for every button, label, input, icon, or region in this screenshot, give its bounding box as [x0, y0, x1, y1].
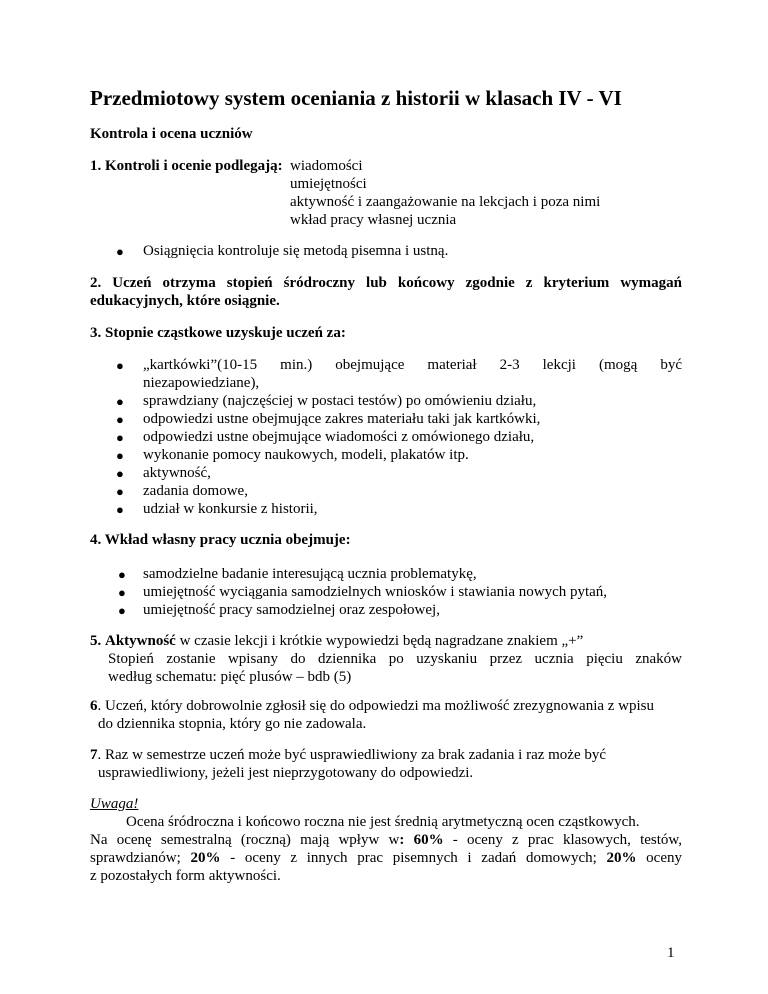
section-5-line	[90, 632, 583, 650]
note-line	[90, 831, 682, 849]
section-6-line: do dziennika stopnia, który go nie zadowala.	[98, 716, 367, 732]
note-text: - oceny z prac klasowych, testów,	[443, 832, 683, 848]
section-4-item: umiejętność wyciągania samodzielnych wniosków i stawiania nowych pytań,	[143, 584, 608, 600]
section-1-bullet: Osiągnięcia kontroluje się metodą pisemna i ustną.	[143, 243, 449, 259]
bullet-icon: ●	[118, 585, 126, 600]
bullet-icon: ●	[116, 448, 124, 463]
section-4-item: samodzielne badanie interesującą ucznia problematykę,	[143, 566, 477, 582]
note-text: sprawdzianów;	[90, 850, 191, 866]
bullet-icon: ●	[116, 466, 124, 481]
section-1-item: wkład pracy własnej ucznia	[290, 212, 457, 228]
note-line: z pozostałych form aktywności.	[90, 868, 281, 884]
section-3-item: aktywność,	[143, 465, 211, 481]
note-percent: 20%	[190, 850, 221, 866]
note-line	[90, 849, 682, 867]
section-7-number: 7	[90, 747, 98, 763]
bullet-icon: ●	[116, 430, 124, 445]
section-6-line	[90, 697, 654, 715]
section-1-heading: 1. Kontroli i ocenie podlegają:	[90, 158, 283, 174]
section-3-item: sprawdziany (najczęściej w postaci testów) po omówieniu działu,	[143, 393, 537, 409]
section-3-item: zadania domowe,	[143, 483, 248, 499]
note-percent: 20%	[606, 850, 637, 866]
section-7-line	[90, 746, 606, 764]
section-3-item: udział w konkursie z historii,	[143, 501, 318, 517]
section-3-item: wykonanie pomocy naukowych, modeli, plakatów itp.	[143, 447, 469, 463]
bullet-icon: ●	[118, 567, 126, 582]
section-1-item: aktywność i zaangażowanie na lekcjach i poza nimi	[290, 194, 601, 210]
note-line: Ocena śródroczna i końcowo roczna nie jest średnią arytmetyczną ocen cząstkowych.	[126, 814, 640, 830]
section-5-number: 5.	[90, 633, 102, 649]
section-2-line: edukacyjnych, które osiągnie.	[90, 293, 280, 309]
note-text: - oceny z innych prac pisemnych i zadań domowych;	[220, 850, 607, 866]
note-text: Na ocenę semestralną (roczną) mają wpływ w	[90, 832, 400, 848]
note-label: Uwaga!	[90, 796, 139, 812]
section-6-number: 6	[90, 698, 98, 714]
section-2-line: 2. Uczeń otrzyma stopień śródroczny lub końcowy zgodnie z kryterium wymagań	[90, 275, 682, 291]
section-5-text: w czasie lekcji i krótkie wypowiedzi będą nagradzane znakiem „+”	[175, 633, 584, 649]
bullet-icon: ●	[116, 358, 124, 373]
subtitle: Kontrola i ocena uczniów	[90, 126, 253, 142]
bullet-icon: ●	[116, 502, 124, 517]
section-4-heading: 4. Wkład własny pracy ucznia obejmuje:	[90, 532, 351, 548]
page-number: 1	[667, 945, 675, 961]
bullet-icon: ●	[116, 412, 124, 427]
bullet-icon: ●	[116, 244, 124, 259]
section-3-item: odpowiedzi ustne obejmujące wiadomości z omówionego działu,	[143, 429, 535, 445]
section-5-line: Stopień zostanie wpisany do dziennika po uzyskaniu przez ucznia pięciu znaków	[108, 651, 682, 667]
section-3-item: niezapowiedziane),	[143, 375, 260, 391]
section-3-item: „kartkówki”(10-15 min.) obejmujące materiał 2-3 lekcji (mogą być	[143, 357, 682, 373]
note-percent: : 60%	[399, 832, 444, 848]
note-text: oceny	[636, 850, 682, 866]
section-6-text: . Uczeń, który dobrowolnie zgłosił się do odpowiedzi ma możliwość zrezygnowania z wpisu	[97, 698, 655, 714]
section-3-heading: 3. Stopnie cząstkowe uzyskuje uczeń za:	[90, 325, 346, 341]
section-4-item: umiejętność pracy samodzielnej oraz zespołowej,	[143, 602, 440, 618]
bullet-icon: ●	[116, 394, 124, 409]
section-1-item: wiadomości	[290, 158, 363, 174]
section-5-line: według schematu: pięć plusów – bdb (5)	[108, 669, 352, 685]
section-7-line: usprawiedliwiony, jeżeli jest nieprzygotowany do odpowiedzi.	[98, 765, 474, 781]
section-5-bold: Aktywność	[105, 633, 176, 649]
bullet-icon: ●	[118, 603, 126, 618]
section-1-item: umiejętności	[290, 176, 367, 192]
section-7-text: . Raz w semestrze uczeń może być usprawiedliwiony za brak zadania i raz może być	[97, 747, 607, 763]
bullet-icon: ●	[116, 484, 124, 499]
section-3-item: odpowiedzi ustne obejmujące zakres materiału taki jak kartkówki,	[143, 411, 541, 427]
page-title: Przedmiotowy system oceniania z historii w klasach IV - VI	[90, 86, 622, 110]
